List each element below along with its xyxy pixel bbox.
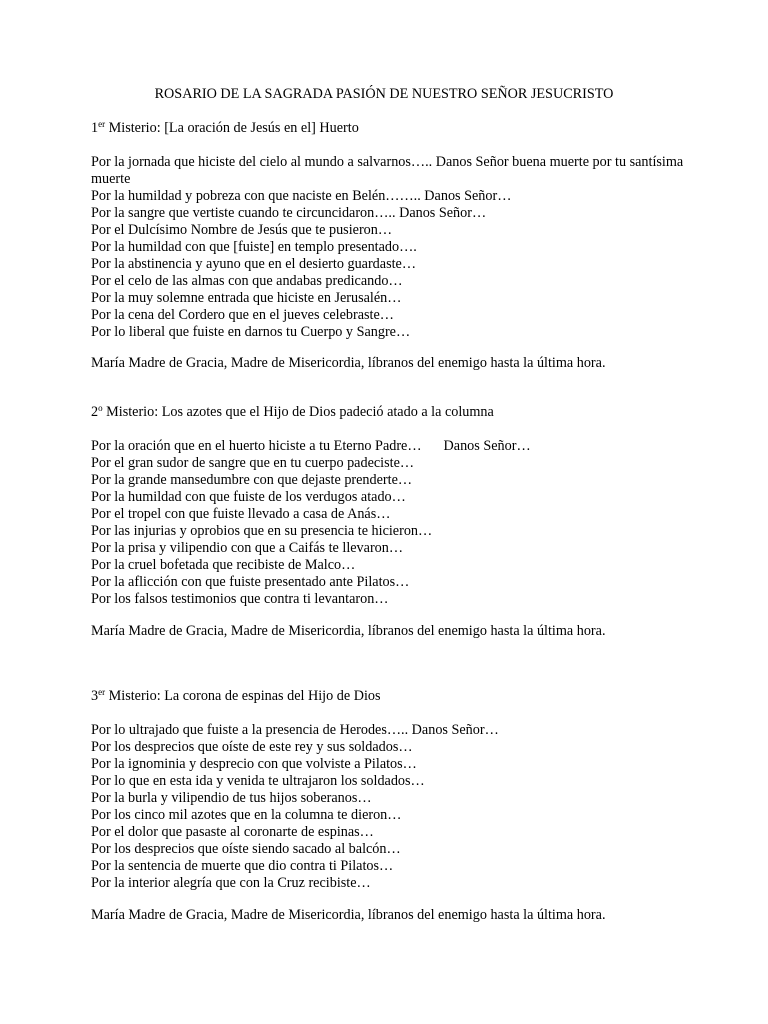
list-item: Por la sangre que vertiste cuando te circuncidaron….. Danos Señor…	[91, 205, 487, 221]
response-text: Danos Señor…	[443, 438, 531, 454]
mystery-2-ordinal: 2	[91, 404, 99, 420]
list-item: Por la sentencia de muerte que dio contra ti Pilatos…	[91, 858, 394, 874]
list-item: Por el Dulcísimo Nombre de Jesús que te pusieron…	[91, 222, 393, 238]
mystery-2-ordinal-suffix: o	[98, 403, 103, 413]
list-item: Por la prisa y vilipendio con que a Caifás te llevaron…	[91, 540, 404, 556]
mystery-2-prayer: María Madre de Gracia, Madre de Misericordia, líbranos del enemigo hasta la última hora.	[91, 623, 606, 639]
list-item: Por los desprecios que oíste siendo sacado al balcón…	[91, 841, 401, 857]
list-item: Por la grande mansedumbre con que dejaste prenderte…	[91, 472, 413, 488]
mystery-1-ordinal-suffix: er	[98, 119, 106, 129]
mystery-3-prayer: María Madre de Gracia, Madre de Misericordia, líbranos del enemigo hasta la última hora.	[91, 907, 606, 923]
list-item: Por la jornada que hiciste del cielo al mundo a salvarnos….. Danos Señor buena muerte por tu santísima muerte	[91, 154, 684, 187]
list-item: Por la ignominia y desprecio con que volviste a Pilatos…	[91, 756, 417, 772]
mystery-3-ordinal: 3	[91, 688, 99, 704]
list-item: Por lo ultrajado que fuiste a la presencia de Herodes….. Danos Señor…	[91, 722, 499, 738]
mystery-2-heading	[91, 404, 711, 421]
list-item: Por el gran sudor de sangre que en tu cuerpo padeciste…	[91, 455, 415, 471]
list-item: Por la humildad y pobreza con que naciste en Belén…….. Danos Señor…	[91, 188, 512, 204]
document-title: ROSARIO DE LA SAGRADA PASIÓN DE NUESTRO SEÑOR JESUCRISTO	[154, 86, 614, 102]
list-item: Por la cruel bofetada que recibiste de Malco…	[91, 557, 356, 573]
list-item: Por la aflicción con que fuiste presentado ante Pilatos…	[91, 574, 410, 590]
list-item: Por la burla y vilipendio de tus hijos soberanos…	[91, 790, 372, 806]
list-item: Por los falsos testimonios que contra ti levantaron…	[91, 591, 389, 607]
list-item: Por la interior alegría que con la Cruz recibiste…	[91, 875, 371, 891]
list-item: Por lo que en esta ida y venida te ultrajaron los soldados…	[91, 773, 425, 789]
list-item: Por las injurias y oprobios que en su presencia te hicieron…	[91, 523, 433, 539]
mystery-3-heading-text: Misterio: La corona de espinas del Hijo de Dios	[105, 688, 381, 704]
list-item: Por el tropel con que fuiste llevado a casa de Anás…	[91, 506, 391, 522]
mystery-1-list	[91, 154, 711, 341]
list-item: Por la humildad con que fuiste de los verdugos atado…	[91, 489, 406, 505]
mystery-2-heading-text: Misterio: Los azotes que el Hijo de Dios padeció atado a la columna	[102, 404, 494, 420]
list-item: Por los cinco mil azotes que en la columna te dieron…	[91, 807, 402, 823]
list-item: Por la abstinencia y ayuno que en el desierto guardaste…	[91, 256, 417, 272]
list-item: Por la cena del Cordero que en el jueves celebraste…	[91, 307, 394, 323]
list-item: Por lo liberal que fuiste en darnos tu Cuerpo y Sangre…	[91, 324, 411, 340]
mystery-3-list	[91, 722, 711, 892]
list-item: Por el dolor que pasaste al coronarte de espinas…	[91, 824, 374, 840]
mystery-1-ordinal: 1	[91, 120, 99, 136]
list-item: Por la muy solemne entrada que hiciste en Jerusalén…	[91, 290, 402, 306]
mystery-3-heading	[91, 688, 711, 705]
mystery-2-list	[91, 438, 711, 608]
mystery-1-prayer: María Madre de Gracia, Madre de Misericordia, líbranos del enemigo hasta la última hora.	[91, 355, 606, 371]
list-item: Por el celo de las almas con que andabas predicando…	[91, 273, 403, 289]
list-item: Por la oración que en el huerto hiciste a tu Eterno Padre… Danos Señor…	[91, 438, 531, 454]
mystery-1-heading-text: Misterio: [La oración de Jesús en el] Huerto	[105, 120, 359, 136]
mystery-1-heading	[91, 120, 711, 137]
list-item: Por la humildad con que [fuiste] en templo presentado….	[91, 239, 417, 255]
mystery-3-ordinal-suffix: er	[98, 687, 106, 697]
list-item: Por los desprecios que oíste de este rey y sus soldados…	[91, 739, 413, 755]
